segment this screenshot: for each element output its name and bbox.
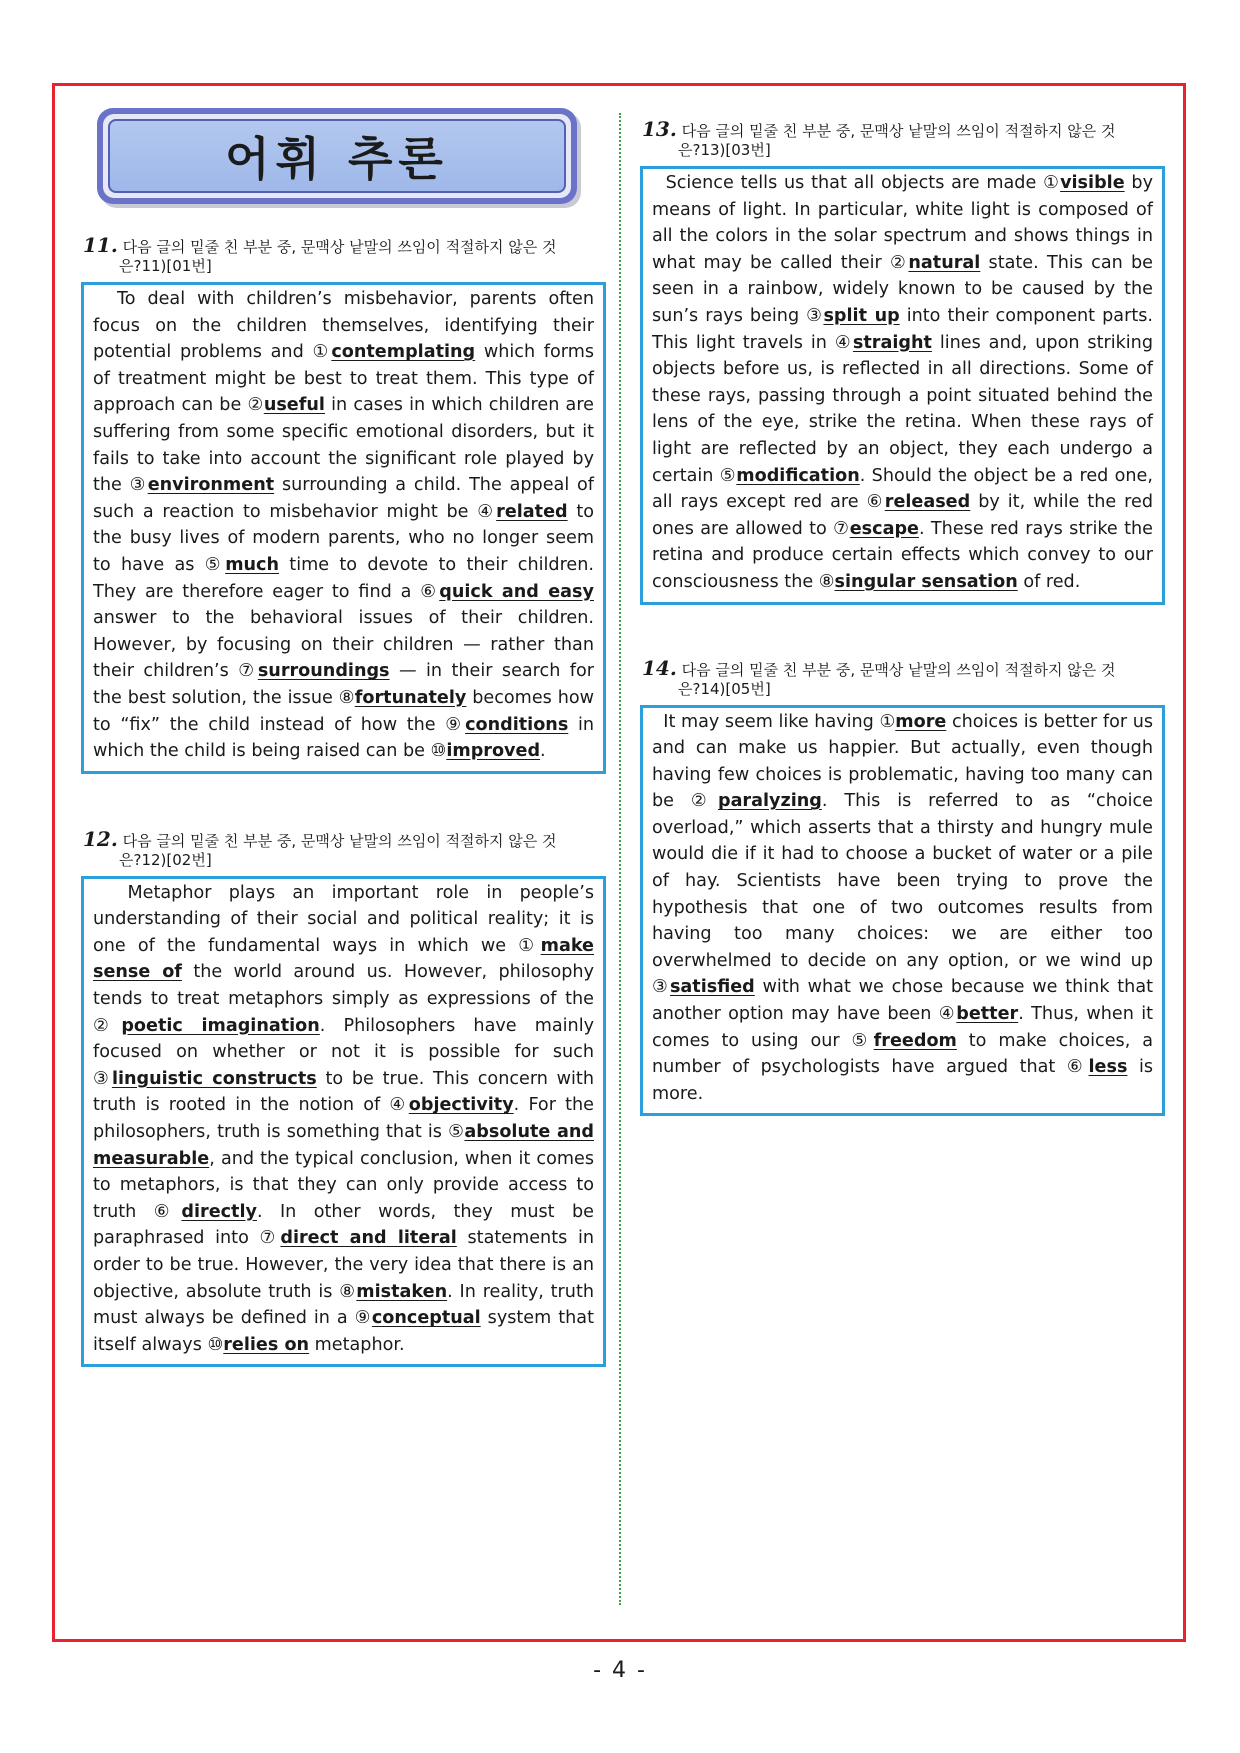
underlined-term: split up [823, 305, 900, 326]
underlined-term: absolute and measurable [93, 1122, 594, 1169]
passage-text: — in their search for the best solution, the issue ⑧ [93, 661, 594, 708]
section-title-box [97, 108, 577, 204]
underlined-term: satisfied [669, 977, 755, 998]
passage-text: in cases in which children are suffering from some specific emotional disorders, but it fails to take into account the significant role played by the ③ [93, 395, 594, 496]
underlined-term: related [496, 501, 568, 522]
underlined-term: mistaken [356, 1281, 448, 1302]
question-number: 11. [83, 233, 118, 257]
passage-text: . For the philosophers, truth is something that is ⑤ [93, 1095, 594, 1143]
passage-text: by it, while the red ones are allowed to ⑦ [652, 492, 1153, 539]
question-14 [640, 655, 1165, 1117]
question-12 [81, 826, 606, 1368]
underlined-term: direct and literal [280, 1228, 457, 1249]
passage-text: It may seem like having ① [663, 711, 896, 732]
column-divider [619, 113, 621, 1605]
question-prompt: 14. 다음 글의 밑줄 친 부분 중, 문맥상 낱말의 쓰임이 적절하지 않은 것 은?14)[05번] [642, 655, 1116, 698]
passage-text: is more. [652, 1057, 1153, 1104]
passage-text: , and the typical conclusion, when it comes to metaphors, is that they can only provide access to truth ⑥ [93, 1148, 594, 1222]
question-source: 은?13)[03번] [678, 141, 771, 159]
underlined-term: escape [849, 518, 919, 539]
underlined-term: more [895, 711, 947, 732]
question-prompt: 13. 다음 글의 밑줄 친 부분 중, 문맥상 낱말의 쓰임이 적절하지 않은 것 은?13)[03번] [642, 117, 1116, 159]
question-13 [640, 117, 1165, 605]
passage-text: by means of light. In particular, white light is composed of all the colors in the solar spectrum and shows things in what may be called their ② [652, 173, 1153, 273]
passage-text: to be true. This concern with truth is rooted in the notion of ④ [93, 1068, 594, 1116]
passage-text: . In reality, truth must always be defined in a ⑨ [93, 1281, 594, 1329]
question-prompt: 12. 다음 글의 밑줄 친 부분 중, 문맥상 낱말의 쓰임이 적절하지 않은 것 은?12)[02번] [83, 826, 557, 869]
passage-text: of red. [1017, 571, 1081, 592]
underlined-term: singular sensation [834, 571, 1018, 592]
passage-text: . This is referred to as “choice overload,” which asserts that a thirsty and hungry mule would die if it had to choose a bucket of water or a pile of hay. Scientists have been trying to prove the hypothesis that one of two outcomes results from having too many choices: we are either too overwhelmed to decide on any option, or we wind up ③ [652, 791, 1153, 998]
passage-text: time to devote to their children. They are therefore eager to find a ⑥ [93, 554, 594, 602]
passage-text: to the busy lives of modern parents, who no longer seem to have as ⑤ [93, 501, 594, 575]
question-11 [81, 233, 606, 774]
passage-text: which forms of treatment might be best to treat them. This type of approach can be ② [93, 342, 594, 416]
underlined-term: objectivity [408, 1095, 514, 1116]
left-column [81, 108, 606, 1367]
passage-text: . [540, 741, 546, 762]
underlined-term: freedom [873, 1030, 957, 1051]
passage-text: answer to the behavioral issues of their children. However, by focusing on their children — rather than their children’s ⑦ [93, 608, 594, 682]
question-source: 은?11)[01번] [119, 257, 212, 275]
passage-text: into their component parts. This light travels in ④ [652, 305, 1153, 353]
underlined-term: conceptual [371, 1308, 481, 1329]
underlined-term: environment [147, 475, 275, 496]
underlined-term: better [956, 1004, 1019, 1025]
passage-text: with what we chose because we think that another option may have been ④ [652, 977, 1154, 1025]
underlined-term: natural [908, 252, 981, 273]
passage-text: system that itself always ⑩ [93, 1308, 594, 1355]
question-source: 은?12)[02번] [119, 850, 212, 869]
underlined-term: modification [736, 465, 860, 486]
question-source: 은?14)[05번] [678, 679, 771, 698]
underlined-term: poetic imagination [121, 1015, 320, 1036]
underlined-term: improved [446, 741, 541, 762]
passage-text: . In other words, they must be paraphrased into ⑦ [93, 1201, 595, 1249]
underlined-term: surroundings [257, 661, 390, 682]
question-number: 12. [83, 826, 118, 851]
passage-text: . Thus, when it comes to using our ⑤ [652, 1004, 1153, 1051]
underlined-term: quick and easy [439, 581, 594, 602]
underlined-term: make sense of [93, 935, 594, 983]
underlined-term: less [1088, 1057, 1128, 1078]
passage-text: . These red rays strike the retina and produce certain effects which convey to our consciousness the ⑧ [652, 518, 1153, 592]
passage-text: . Should the object be a red one, all rays except red are ⑥ [652, 465, 1153, 513]
underlined-term: relies on [223, 1334, 310, 1355]
underlined-term: linguistic constructs [111, 1068, 317, 1089]
passage-text: the world around us. However, philosophy tends to treat metaphors simply as expressions of the ② [93, 962, 594, 1036]
passage-text: statements in order to be true. However, the very idea that there is an objective, absolute truth is ⑧ [93, 1228, 594, 1302]
passage-box [640, 166, 1165, 605]
passage-box [81, 876, 606, 1368]
underlined-term: visible [1060, 173, 1125, 193]
passage-text: Science tells us that all objects are made ① [665, 173, 1061, 193]
right-column [640, 117, 1165, 1116]
passage-text: in which the child is being raised can be ⑩ [93, 714, 594, 762]
underlined-term: useful [263, 395, 325, 416]
underlined-term: fortunately [354, 687, 467, 708]
passage-text: metaphor. [309, 1334, 405, 1355]
underlined-term: much [225, 554, 279, 575]
underlined-term: directly [181, 1201, 257, 1222]
underlined-term: released [884, 492, 971, 513]
passage-text: surrounding a child. The appeal of such a reaction to misbehavior might be ④ [93, 475, 594, 522]
passage-text: choices is better for us and can make us happier. But actually, even though having few choices is problematic, having too many can be ② [652, 711, 1154, 812]
passage-box [640, 705, 1165, 1117]
passage-text: To deal with children’s misbehavior, parents often focus on the children themselves, identifying their potential problems and ① [93, 289, 595, 363]
underlined-term: paralyzing [717, 791, 822, 812]
passage-text: state. This can be seen in a rainbow, widely known to be caused by the sun’s rays being ③ [652, 252, 1153, 326]
passage-text: . Philosophers have mainly focused on whether or not it is possible for such ③ [93, 1015, 594, 1089]
question-prompt: 11. 다음 글의 밑줄 친 부분 중, 문맥상 낱말의 쓰임이 적절하지 않은 것 은?11)[01번] [83, 233, 557, 275]
passage-text: becomes how to “fix” the child instead of how the ⑨ [93, 687, 594, 735]
passage-text: Metaphor plays an important role in people’s understanding of their social and political reality; it is one of the fundamental ways in which we ① [93, 882, 594, 956]
passage-box [81, 282, 606, 774]
section-title: 어휘 추론 [225, 132, 449, 186]
question-number: 14. [642, 655, 677, 680]
passage-text: lines and, upon striking objects before us, is reflected in all directions. Some of these rays, passing through a point situated behind the lens of the eye, strike the retina. When these rays of light are reflected by an object, they each undergo a certain ⑤ [652, 332, 1153, 486]
passage-text: to make choices, a number of psychologists have argued that ⑥ [652, 1030, 1154, 1078]
underlined-term: straight [852, 332, 932, 353]
underlined-term: conditions [465, 714, 569, 735]
page-number: - 4 - [593, 1658, 647, 1683]
underlined-term: contemplating [331, 342, 476, 363]
question-number: 13. [642, 117, 677, 141]
